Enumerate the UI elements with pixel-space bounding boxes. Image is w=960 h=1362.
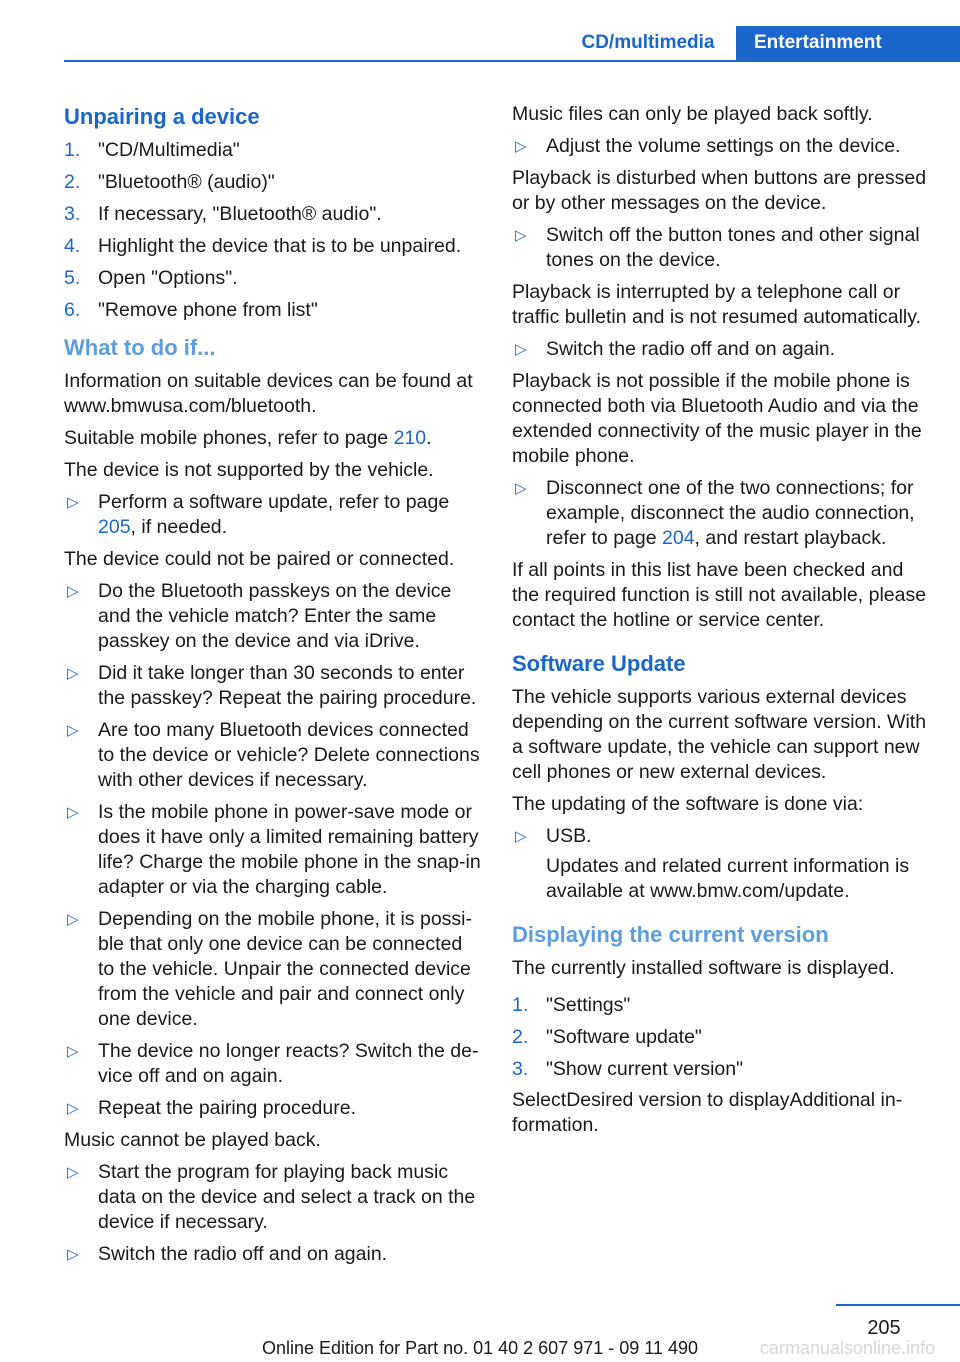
triangle-bullet-icon: ▷ <box>515 138 527 155</box>
software-update-heading: Software Update <box>512 651 686 676</box>
step-text: "Settings" <box>546 994 631 1016</box>
list-item <box>512 134 930 159</box>
list-item <box>64 800 482 900</box>
version-steps <box>512 993 930 1082</box>
what-to-do-heading: What to do if... <box>64 335 216 360</box>
step-number: 2. <box>64 171 81 193</box>
software-via-paragraph: The updating of the software is done via: <box>512 793 864 815</box>
triangle-bullet-icon: ▷ <box>67 722 79 739</box>
bullet-text: Adjust the volume settings on the device. <box>546 135 901 157</box>
text-span: Disconnect one of the two connections; for example, disconnect the audio connection, refer to page <box>546 477 915 549</box>
music-bullets <box>64 1160 482 1267</box>
bullet-text: Is the mobile phone in power-save mode or does it have only a limited remaining battery life? Charge the mobile phone in the snap-in adapter or via the charging cable. <box>98 801 481 898</box>
softly-paragraph: Music files can only be played back softly. <box>512 103 873 125</box>
disturbed-bullets <box>512 223 930 273</box>
triangle-bullet-icon: ▷ <box>67 665 79 682</box>
triangle-bullet-icon: ▷ <box>67 1164 79 1181</box>
select-paragraph: SelectDesired version to displayAdditional in-formation. <box>512 1089 903 1136</box>
step-number: 6. <box>64 299 81 321</box>
bullet-text: Switch the radio off and on again. <box>546 338 836 360</box>
version-paragraph: The currently installed software is displayed. <box>512 957 895 979</box>
list-item <box>64 138 482 163</box>
page-header <box>0 0 960 62</box>
section-tab: CD/multimedia <box>581 32 715 53</box>
step-number: 3. <box>512 1058 529 1080</box>
bullet-text: Depending on the mobile phone, it is possi-ble that only one device can be connected to the vehicle. Unpair the connected device from the vehicle and pair and connect only one device. <box>98 908 472 1030</box>
step-text: If necessary, "Bluetooth® audio". <box>98 203 382 225</box>
step-number: 2. <box>512 1026 529 1048</box>
triangle-bullet-icon: ▷ <box>515 341 527 358</box>
step-text: Highlight the device that is to be unpaired. <box>98 235 462 257</box>
triangle-bullet-icon: ▷ <box>515 227 527 244</box>
triangle-bullet-icon: ▷ <box>67 1100 79 1117</box>
current-version-heading: Displaying the current version <box>512 922 829 947</box>
step-text: "Bluetooth® (audio)" <box>98 171 275 193</box>
step-text: "Software update" <box>546 1026 702 1048</box>
no-music-paragraph: Music cannot be played back. <box>64 1129 321 1151</box>
list-item <box>512 824 930 849</box>
not-supported-paragraph: The device is not supported by the vehicle. <box>64 459 434 481</box>
bullet-text: USB. <box>546 825 592 847</box>
list-item <box>64 266 482 291</box>
bullet-text: Repeat the pairing procedure. <box>98 1097 357 1119</box>
software-paragraph: The vehicle supports various external devices depending on the current software version. With a software update, the vehicle can support new cell phones or new external devices. <box>512 686 927 783</box>
bullet-text: The device no longer reacts? Switch the de-vice off and on again. <box>98 1040 479 1087</box>
step-number: 5. <box>64 267 81 289</box>
all-points-paragraph: If all points in this list have been checked and the required function is still not available, please contact the hotline or service center. <box>512 559 927 631</box>
bullet-text: Are too many Bluetooth devices connected to the device or vehicle? Delete connections with other devices if necessary. <box>98 719 480 791</box>
interrupted-paragraph: Playback is interrupted by a telephone call or traffic bulletin and is not resumed automatically. <box>512 281 921 328</box>
page-link[interactable]: 210 <box>393 427 427 449</box>
step-number: 1. <box>512 994 529 1016</box>
step-text: Open "Options". <box>98 267 238 289</box>
list-item <box>64 170 482 195</box>
page-number: 205 <box>867 1317 901 1339</box>
not-paired-paragraph: The device could not be paired or connected. <box>64 548 455 570</box>
triangle-bullet-icon: ▷ <box>67 911 79 928</box>
list-item <box>64 202 482 227</box>
triangle-bullet-icon: ▷ <box>67 583 79 600</box>
list-item <box>64 579 482 654</box>
list-item <box>64 234 482 259</box>
pairing-bullets <box>64 579 482 1121</box>
text-span: Perform a software update, refer to page <box>98 491 450 513</box>
right-column <box>512 102 930 1145</box>
bullet-text: Do the Bluetooth passkeys on the device and the vehicle match? Enter the same passkey on the device and via iDrive. <box>98 580 452 652</box>
step-text: "Show current version" <box>546 1058 744 1080</box>
left-column <box>64 102 482 1274</box>
list-item <box>512 337 930 362</box>
list-item <box>64 1096 482 1121</box>
phones-paragraph <box>64 426 482 451</box>
software-bullets <box>512 824 930 849</box>
usb-info-paragraph: Updates and related current information is available at www.bmw.com/update. <box>546 855 910 902</box>
list-item <box>512 993 930 1018</box>
list-item <box>64 298 482 323</box>
info-paragraph: Information on suitable devices can be found at www.bmwusa.com/bluetooth. <box>64 370 473 417</box>
interrupted-bullets <box>512 337 930 362</box>
footer-rule <box>836 1304 960 1306</box>
header-rule <box>64 60 960 62</box>
triangle-bullet-icon: ▷ <box>67 1043 79 1060</box>
page-link[interactable]: 205 <box>98 516 131 538</box>
list-item <box>64 1160 482 1235</box>
bullet-text: Start the program for playing back music data on the device and select a track on the device if necessary. <box>98 1161 476 1233</box>
triangle-bullet-icon: ▷ <box>67 494 79 511</box>
edition-footer: Online Edition for Part no. 01 40 2 607 971 - 09 11 490 <box>262 1338 698 1358</box>
text-span: . <box>426 427 432 449</box>
step-number: 1. <box>64 139 81 161</box>
disturbed-paragraph: Playback is disturbed when buttons are pressed or by other messages on the device. <box>512 167 927 214</box>
disconnect-bullets <box>512 476 930 551</box>
step-number: 4. <box>64 235 81 257</box>
text-span: Suitable mobile phones, refer to page <box>64 427 394 449</box>
bullet-text: Switch the radio off and on again. <box>98 1243 388 1265</box>
chapter-tab: Entertainment <box>736 26 960 60</box>
bullet-text: Did it take longer than 30 seconds to enter the passkey? Repeat the pairing procedure. <box>98 662 477 709</box>
page-link[interactable]: 204 <box>662 527 695 549</box>
watermark: carmanualsonline.info <box>760 1338 936 1358</box>
unpairing-heading: Unpairing a device <box>64 104 260 129</box>
step-text: "Remove phone from list" <box>98 299 318 321</box>
triangle-bullet-icon: ▷ <box>67 804 79 821</box>
softly-bullets <box>512 134 930 159</box>
list-item <box>512 1025 930 1050</box>
step-text: "CD/Multimedia" <box>98 139 240 161</box>
list-item <box>64 907 482 1032</box>
unpairing-steps <box>64 138 482 323</box>
triangle-bullet-icon: ▷ <box>515 828 527 845</box>
text-span: , if needed. <box>130 516 228 538</box>
step-number: 3. <box>64 203 81 225</box>
not-possible-paragraph: Playback is not possible if the mobile phone is connected both via Bluetooth Audio and via the extended connectivity of the music player in the mobile phone. <box>512 370 922 467</box>
bullet-text: Switch off the button tones and other signal tones on the device. <box>546 224 920 271</box>
list-item <box>64 1039 482 1089</box>
triangle-bullet-icon: ▷ <box>515 480 527 497</box>
list-item <box>512 1057 930 1082</box>
triangle-bullet-icon: ▷ <box>67 1246 79 1263</box>
update-bullets <box>64 490 482 540</box>
list-item <box>512 223 930 273</box>
list-item <box>64 1242 482 1267</box>
text-span: , and restart playback. <box>694 527 887 549</box>
list-item <box>512 476 930 551</box>
list-item <box>64 490 482 540</box>
list-item <box>64 661 482 711</box>
list-item <box>64 718 482 793</box>
